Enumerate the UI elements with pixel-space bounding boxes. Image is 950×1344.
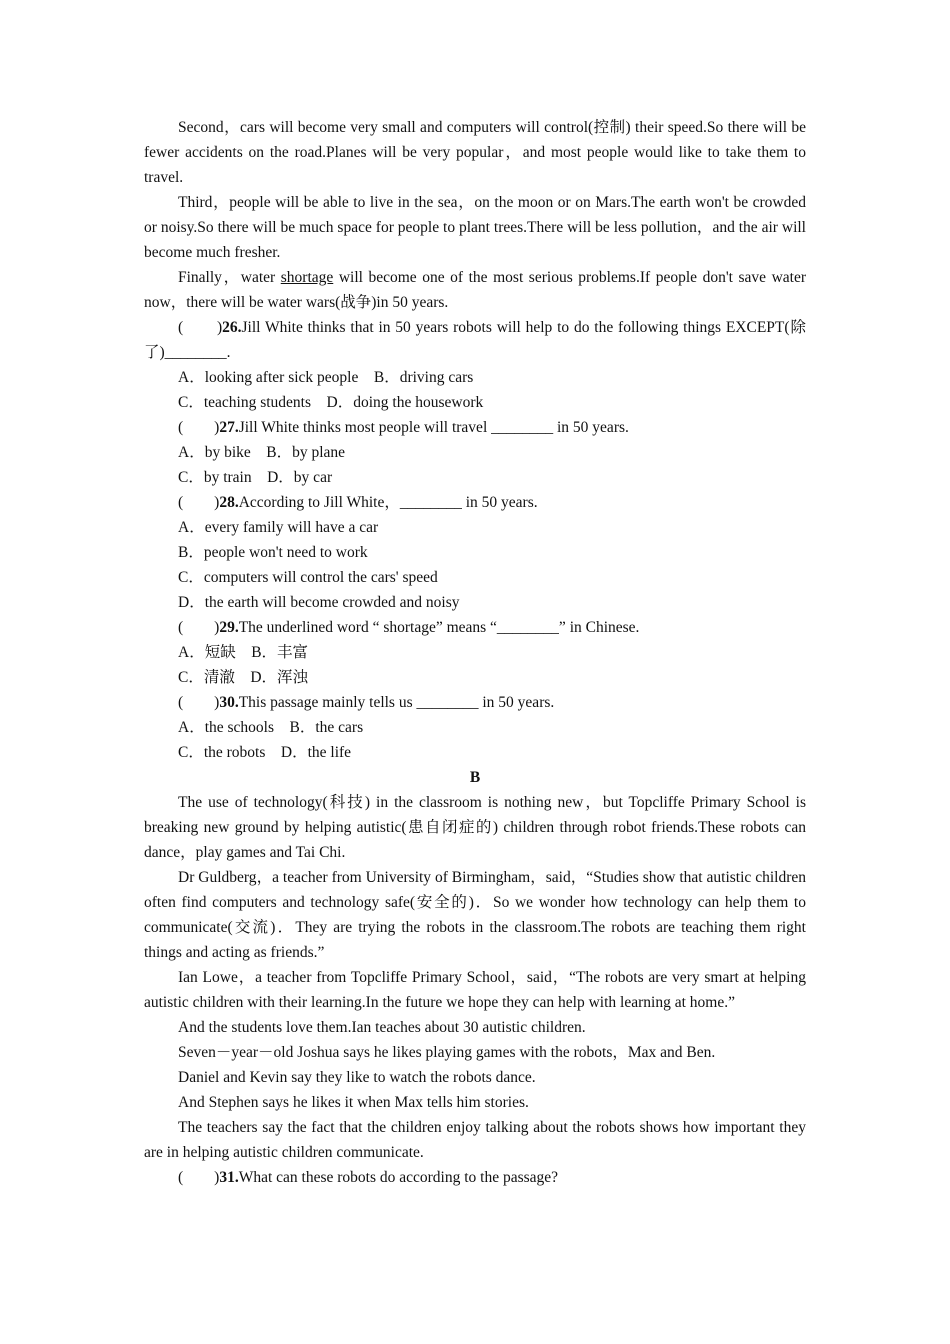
question-number: 29. (219, 619, 239, 636)
question-30 (144, 690, 806, 765)
question-number: 28. (219, 494, 239, 511)
answer-blank[interactable]: ( ) (178, 419, 220, 436)
option-line: C．the robots D．the life (178, 744, 352, 761)
option-line: C．清澈 D．浑浊 (178, 669, 309, 686)
option-line: B．people won't need to work (178, 544, 368, 561)
passage-b-paragraph: The teachers say the fact that the children enjoy talking about the robots shows how important they are in helping autistic children communicate. (144, 1119, 806, 1161)
passage-b-paragraph: And the students love them.Ian teaches about 30 autistic children. (178, 1019, 586, 1036)
option-line: A．every family will have a car (178, 519, 379, 536)
question-26 (144, 315, 806, 415)
question-text: According to Jill White，________ in 50 years. (238, 494, 538, 511)
passage-a-paragraph-1: Second，cars will become very small and computers will control(控制) their speed.So there will be fewer accidents on the road.Planes will be very popular，and most people would like to take them to travel. (144, 119, 806, 186)
answer-blank[interactable]: ( ) (178, 319, 223, 336)
option-line: A．looking after sick people B．driving cars (178, 369, 474, 386)
document-page (144, 115, 806, 1190)
passage-b-paragraph: Ian Lowe，a teacher from Topcliffe Primary School，said，“The robots are very smart at helping autistic children with their learning.In the future we hope they can help with learning at home.” (144, 969, 806, 1011)
option-line: C．teaching students D．doing the housework (178, 394, 484, 411)
answer-blank[interactable]: ( ) (178, 694, 220, 711)
option-line: A．短缺 B．丰富 (178, 644, 309, 661)
answer-blank[interactable]: ( ) (178, 494, 220, 511)
option-line: C．computers will control the cars' speed (178, 569, 438, 586)
passage-b-paragraph: Seven－year－old Joshua says he likes playing games with the robots，Max and Ben. (178, 1044, 716, 1061)
passage-b-paragraph: Dr Guldberg，a teacher from University of Birmingham，said，“Studies show that autistic children often find computers and technology safe(安全的)．So we wonder how technology can help them to communicate(交流)．They are trying the robots in the classroom.The robots are teaching them right things and acting as friends.” (144, 869, 806, 961)
option-line: D．the earth will become crowded and noisy (178, 594, 460, 611)
question-number: 26. (222, 319, 242, 336)
passage-a-paragraph-3: Finally，water shortage will become one of the most serious problems.If people don't save water now，there will be water wars(战争)in 50 years. (144, 269, 806, 311)
question-31 (144, 1165, 806, 1190)
question-text: The underlined word “ shortage” means “________” in Chinese. (238, 619, 640, 636)
passage-b-paragraph: Daniel and Kevin say they like to watch the robots dance. (178, 1069, 536, 1086)
underlined-word: shortage (280, 269, 334, 286)
question-28 (144, 490, 806, 615)
section-b-title: B (469, 769, 481, 786)
passage-b-paragraph: The use of technology(科技) in the classroom is nothing new，but Topcliffe Primary School is breaking new ground by helping autistic(患自闭症的) children through robot friends.These robots can dance，play games and Tai Chi. (144, 794, 806, 861)
option-line: A．the schools B．the cars (178, 719, 364, 736)
question-number: 27. (219, 419, 239, 436)
question-text: What can these robots do according to the passage? (238, 1169, 559, 1186)
answer-blank[interactable]: ( ) (178, 1169, 220, 1186)
question-text: Jill White thinks most people will travel ________ in 50 years. (238, 419, 629, 436)
question-text: Jill White thinks that in 50 years robots will help to do the following things EXCEPT(除了)________. (144, 319, 806, 361)
passage-a-paragraph-2: Third，people will be able to live in the sea，on the moon or on Mars.The earth won't be crowded or noisy.So there will be much space for people to plant trees.There will be less pollution，and the air will become much fresher. (144, 194, 806, 261)
question-text: This passage mainly tells us ________ in 50 years. (238, 694, 555, 711)
option-line: C．by train D．by car (178, 469, 333, 486)
question-number: 30. (219, 694, 239, 711)
answer-blank[interactable]: ( ) (178, 619, 220, 636)
passage-b-paragraph: And Stephen says he likes it when Max tells him stories. (178, 1094, 529, 1111)
option-line: A．by bike B．by plane (178, 444, 346, 461)
question-27 (144, 415, 806, 490)
question-29 (144, 615, 806, 690)
question-number: 31. (219, 1169, 239, 1186)
